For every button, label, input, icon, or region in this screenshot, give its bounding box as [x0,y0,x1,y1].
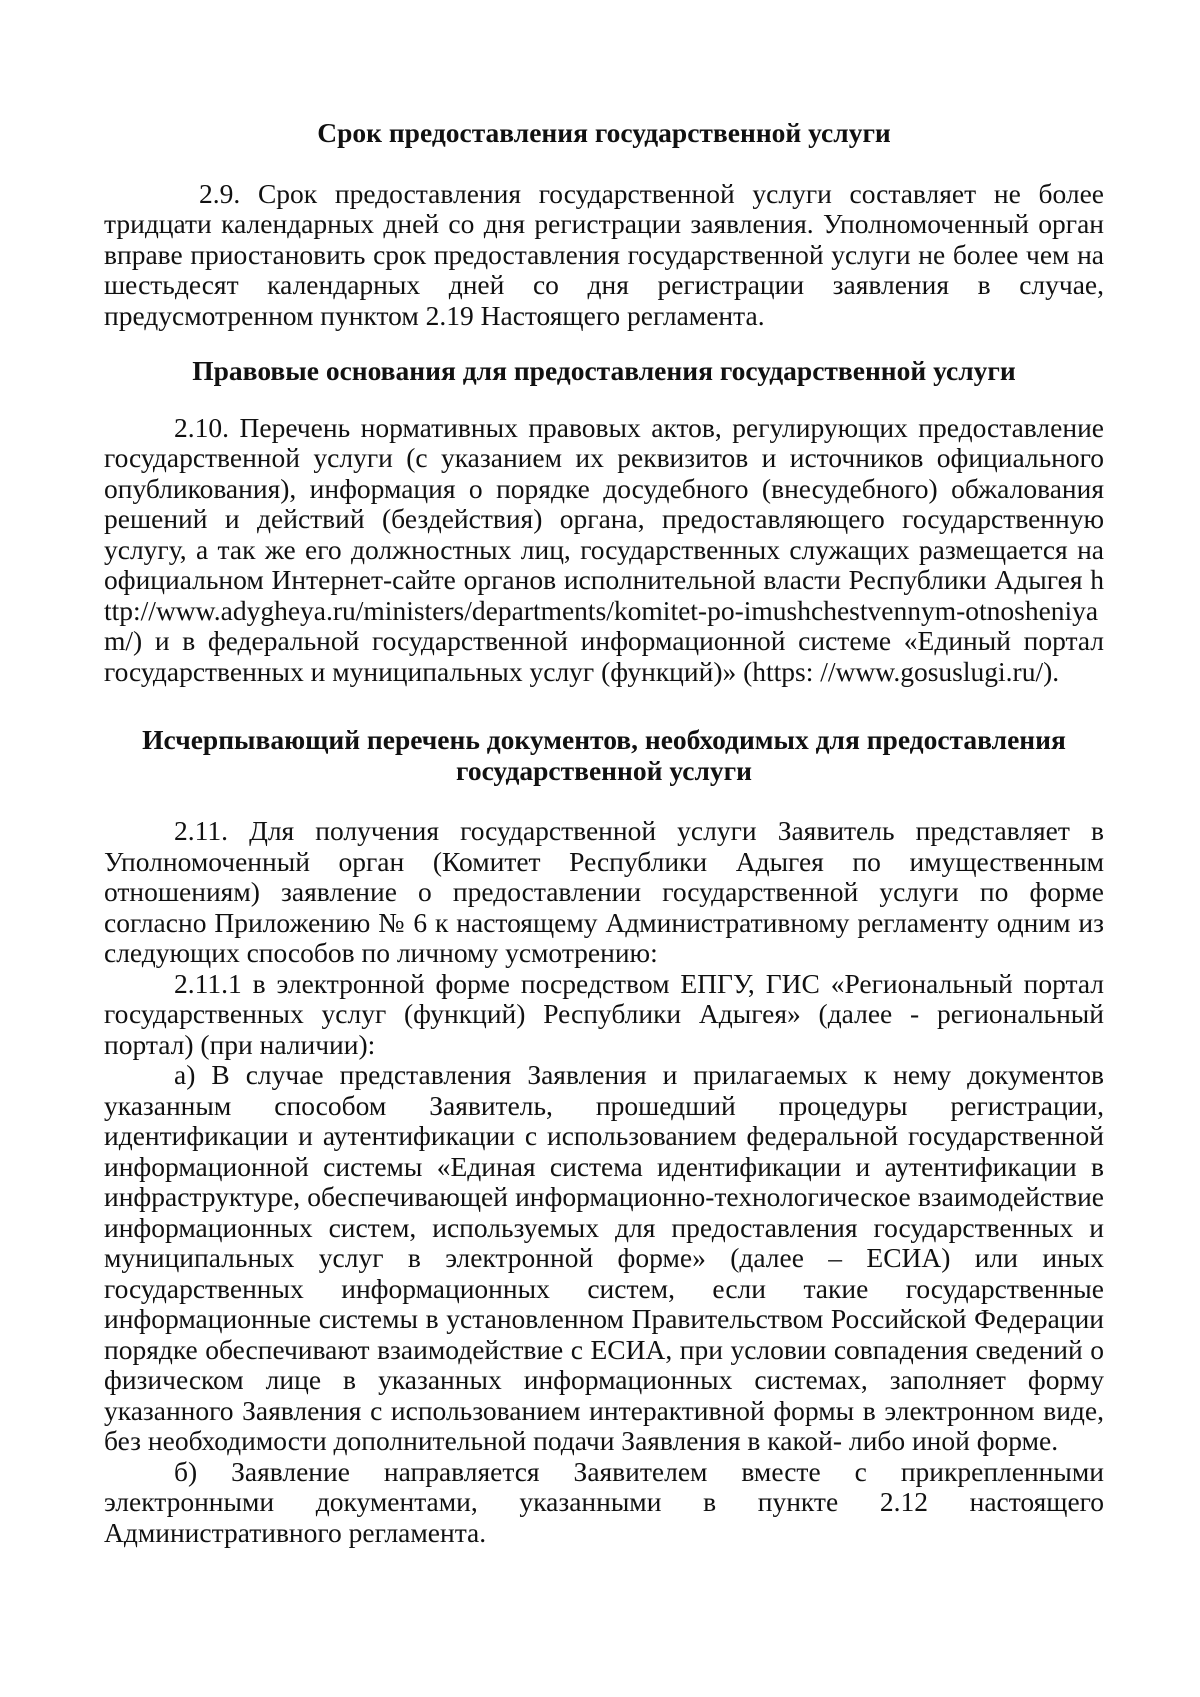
paragraph-b: б) Заявление направляется Заявителем вместе с прикрепленными электронными документами, указанными в пункте 2.12 настоящего Административного регламента. [104,1455,1104,1548]
paragraph-2-10-text: 2.10. Перечень нормативных правовых актов, регулирующих предоставление государственной услуги (с указанием их реквизитов и источников официального опубликования), информация о порядке досудебного (внесудебного) обжалования решений и действий (бездействия) органа, предоставляющего государственную услугу, а так же его должностных лиц, государственных служащих размещается на официальном Интернет-сайте органов исполнительной власти Республики Адыгея [104,411,1104,595]
section-heading-legal-basis: Правовые основания для предоставления государственной услуги [192,355,1016,386]
paragraph-2-11: 2.11. Для получения государственной услуги Заявитель представляет в Уполномоченный орган (Комитет Республики Адыгея по имущественным отношениям) заявление о предоставлении государственной услуги по форме согласно Приложению № 6 к настоящему Административному регламенту одним из следующих способов по личному усмотрению: [104,815,1104,968]
section-heading-documents-line1: Исчерпывающий перечень документов, необходимых для предоставления [142,724,1066,755]
paragraph-2-11-1: 2.11.1 в электронной форме посредством ЕПГУ, ГИС «Региональный портал государственных услуг (функций) Республики Адыгея» (далее - региональный портал) (при наличии): [104,967,1104,1060]
paragraph-a: а) В случае представления Заявления и прилагаемых к нему документов указанным способом Заявитель, прошедший процедуры регистрации, идентификации и аутентификации с использованием федеральной государственной информационной системы «Единая система идентификации и аутентификации в инфраструктуре, обеспечивающей информационно-технологическое взаимодействие информационных систем, используемых для предоставления государственных и муниципальных услуг в электронной форме» (далее – ЕСИА) или иных государственных информационных систем, если такие государственные информационные системы в установленном Правительством Российской Федерации порядке обеспечивают взаимодействие с ЕСИА, при условии совпадения сведений о физическом лице в указанных информационных системах, заполняет форму указанного Заявления с использованием интерактивной формы в электронном виде, без необходимости дополнительной подачи Заявления в какой- либо иной форме. [104,1059,1104,1456]
section-heading-documents-line2: государственной услуги [456,754,752,786]
section-heading-term: Срок предоставления государственной услуги [317,117,891,148]
paragraph-2-10-tail: ) и в федеральной государственной информационной системе «Единый портал государственных и муниципальных услуг (функций)» (https: //www.gosuslugi.ru/). [104,625,1104,687]
ministry-website-link[interactable]: http://www.adygheya.ru/ministers/departments/komitet-po-imushchestvennym-otnosheniyam/ [104,564,1105,656]
document-page [104,118,1104,1548]
section-heading-documents [104,725,1104,786]
paragraph-2-10 [104,413,1104,688]
paragraph-2-9: 2.9. Срок предоставления государственной услуги составляет не более тридцати календарных дней со дня регистрации заявления. Уполномоченный орган вправе приостановить срок предоставления государственной услуги не более чем на шестьдесят календарных дней со дня регистрации заявления в случае, предусмотренном пунктом 2.19 Настоящего регламента. [104,177,1104,331]
